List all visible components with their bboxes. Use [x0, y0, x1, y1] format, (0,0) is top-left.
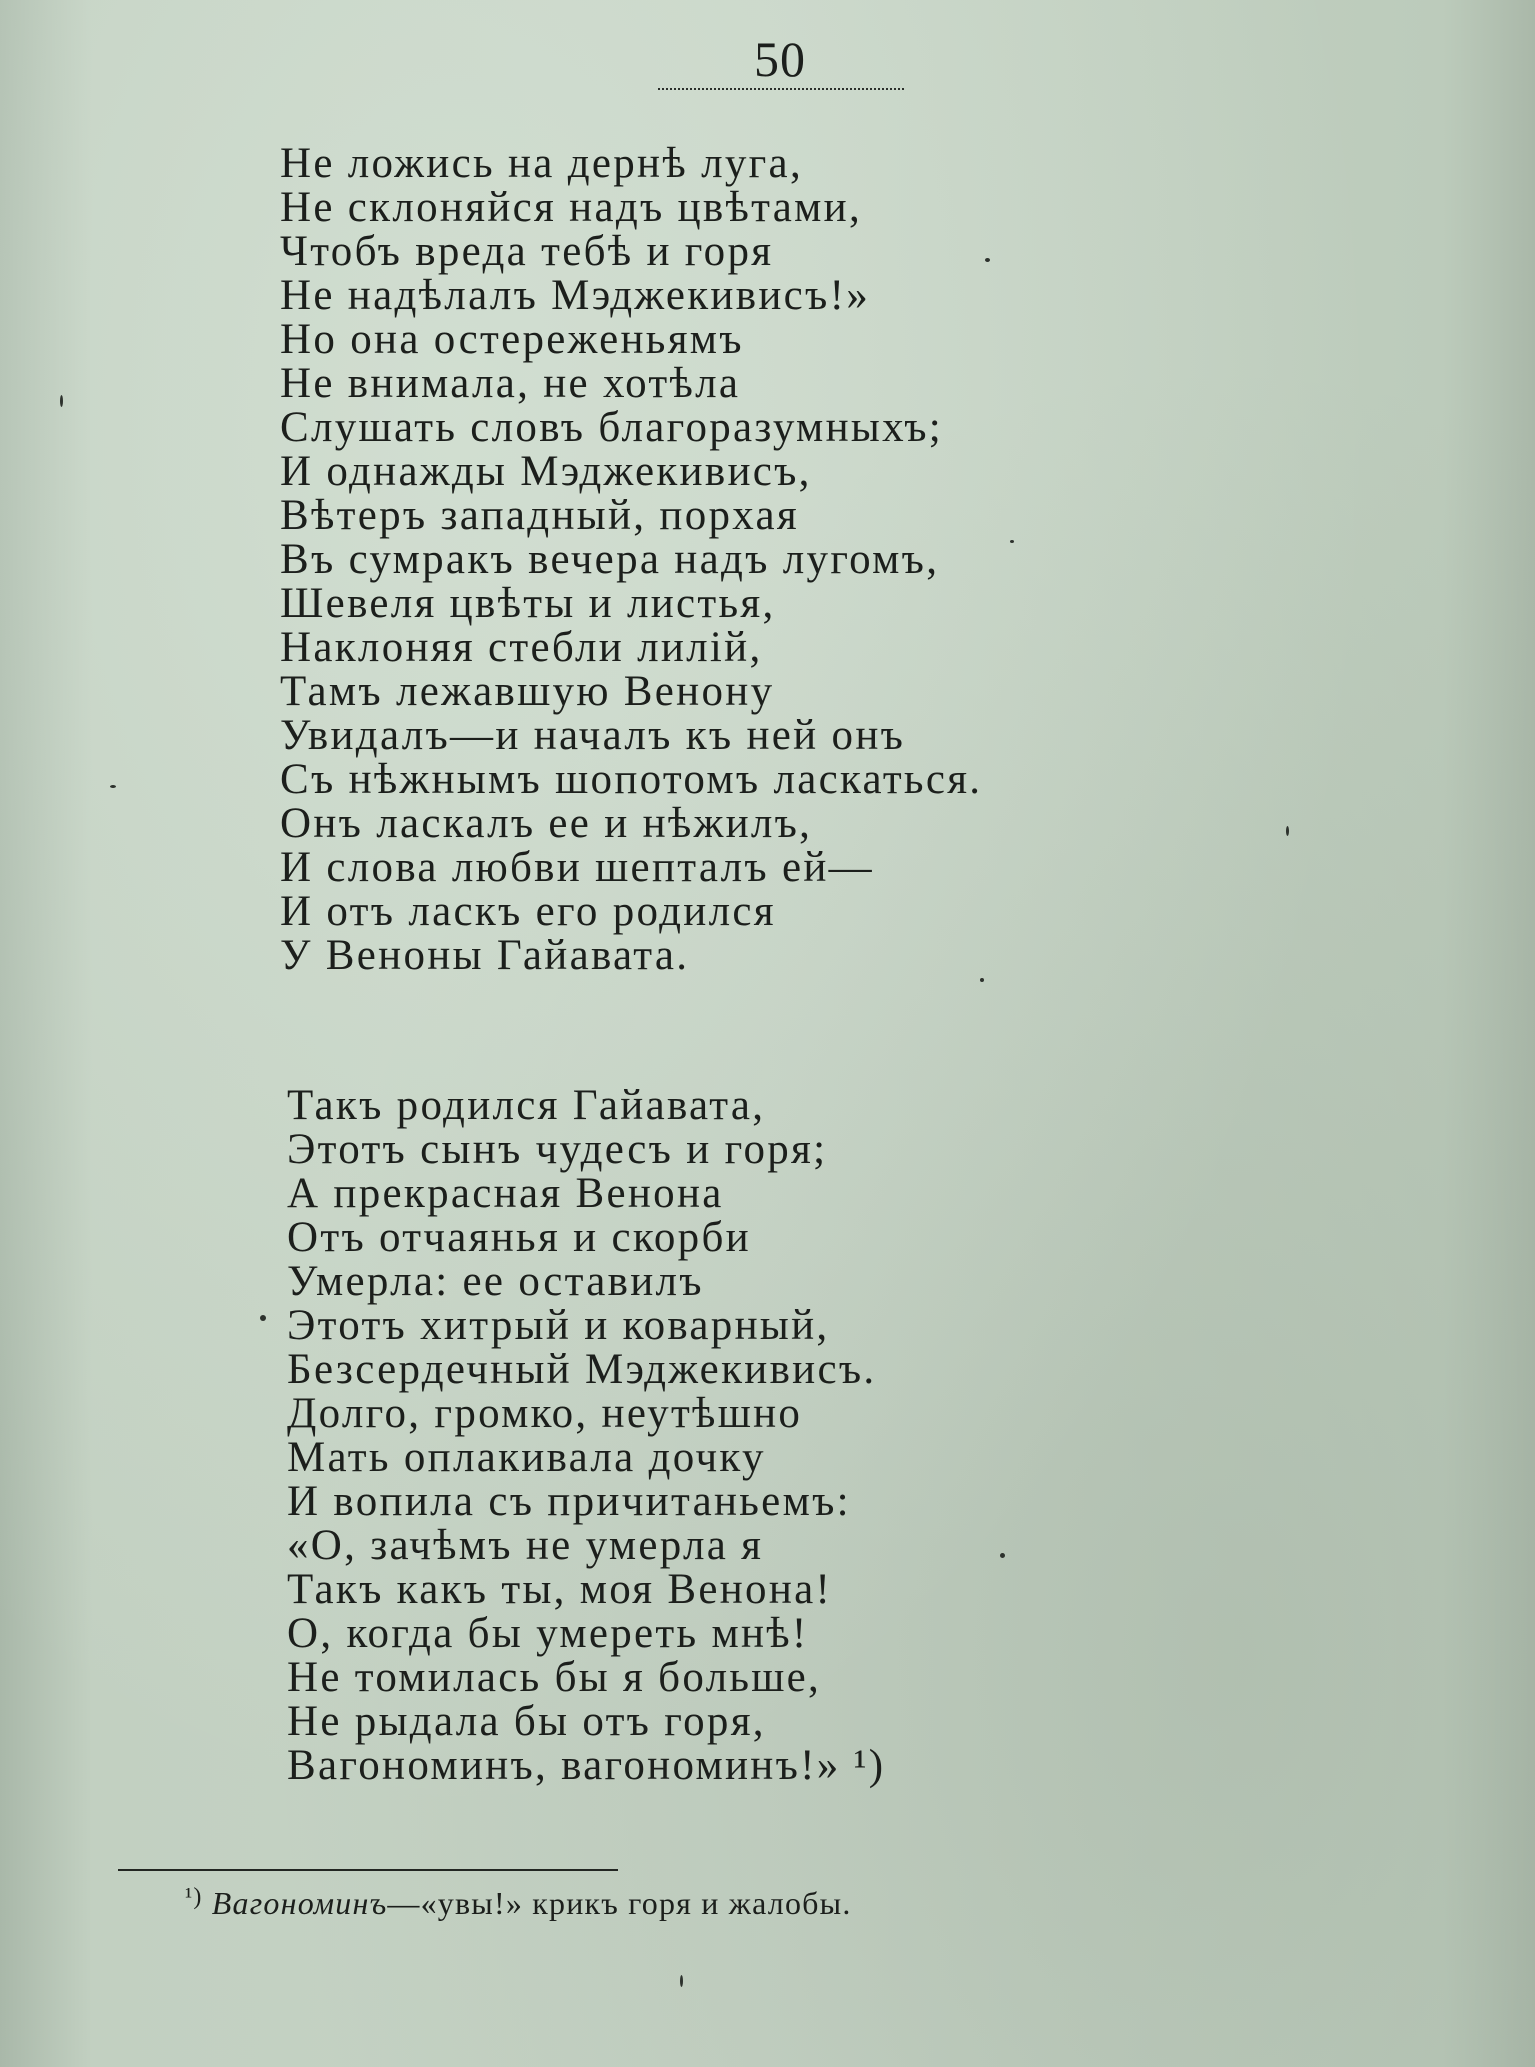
verse-line: Вагономинъ, вагономинъ!» ¹) [287, 1742, 886, 1789]
verse-line: Не склоняйся надъ цвѣтами, [280, 184, 863, 231]
verse-line: Не надѣлалъ Мэджекивисъ!» [280, 272, 871, 319]
stanza-2 [287, 1084, 885, 1788]
verse-line: А прекрасная Венона [287, 1170, 724, 1217]
verse-line: Безсердечный Мэджекивисъ. [287, 1346, 877, 1393]
paper-speck [680, 1975, 683, 1987]
footnote-rule [118, 1869, 618, 1871]
header-rule [658, 88, 904, 90]
paper-speck [1286, 826, 1289, 836]
verse-line: Не рыдала бы отъ горя, [287, 1698, 766, 1745]
footnote [185, 1884, 852, 1922]
verse-line: Чтобъ вреда тебѣ и горя [280, 228, 774, 275]
paper-speck [980, 978, 984, 982]
verse-line: Мать оплакивала дочку [287, 1434, 766, 1481]
paper-speck [985, 258, 990, 262]
verse-line: И вопила съ причитаньемъ: [287, 1478, 851, 1525]
footnote-text: —«увы!» крикъ горя и жалобы. [387, 1885, 852, 1921]
verse-line: Не ложись на дернѣ луга, [280, 140, 803, 187]
verse-line: Шевеля цвѣты и листья, [280, 580, 776, 627]
verse-line: Онъ ласкалъ ее и нѣжилъ, [280, 800, 813, 847]
verse-line: Отъ отчаянья и скорби [287, 1214, 751, 1261]
verse-line: Слушать словъ благоразумныхъ; [280, 404, 944, 451]
verse-line: Долго, громко, неутѣшно [287, 1390, 803, 1437]
verse-line: Этотъ сынъ чудесъ и горя; [287, 1126, 828, 1173]
verse-line: Умерла: ее оставилъ [287, 1258, 704, 1305]
verse-line: Но она остереженьямъ [280, 316, 744, 363]
verse-line: И слова любви шепталъ ей— [280, 844, 874, 891]
footnote-marker: ¹) [185, 1884, 203, 1910]
verse-line: Съ нѣжнымъ шопотомъ ласкаться. [280, 756, 983, 803]
verse-line: И однажды Мэджекивисъ, [280, 448, 812, 495]
verse-line: Тамъ лежавшую Венону [280, 668, 775, 715]
verse-line: О, когда бы умереть мнѣ! [287, 1610, 809, 1657]
paper-speck [260, 1315, 266, 1321]
verse-line: Вѣтеръ западный, порхая [280, 492, 799, 539]
paper-speck [60, 395, 63, 407]
verse-line: У Веноны Гайавата. [280, 932, 690, 979]
page-number: 50 [754, 31, 806, 87]
verse-line: Такъ родился Гайавата, [287, 1082, 766, 1129]
stanza-1 [280, 142, 982, 978]
verse-line: Въ сумракъ вечера надъ лугомъ, [280, 536, 940, 583]
paper-speck [110, 785, 116, 788]
verse-line: Не внимала, не хотѣла [280, 360, 741, 407]
footnote-term: Вагономинъ [211, 1885, 388, 1921]
verse-line: И отъ ласкъ его родился [280, 888, 776, 935]
verse-line: Такъ какъ ты, моя Венона! [287, 1566, 833, 1613]
verse-line: «О, зачѣмъ не умерла я [287, 1522, 764, 1569]
verse-line: Не томилась бы я больше, [287, 1654, 822, 1701]
verse-line: Наклоняя стебли лилій, [280, 624, 763, 671]
paper-speck [1010, 540, 1014, 543]
verse-line: Увидалъ—и началъ къ ней онъ [280, 712, 906, 759]
verse-line: Этотъ хитрый и коварный, [287, 1302, 830, 1349]
paper-speck [1000, 1553, 1005, 1558]
